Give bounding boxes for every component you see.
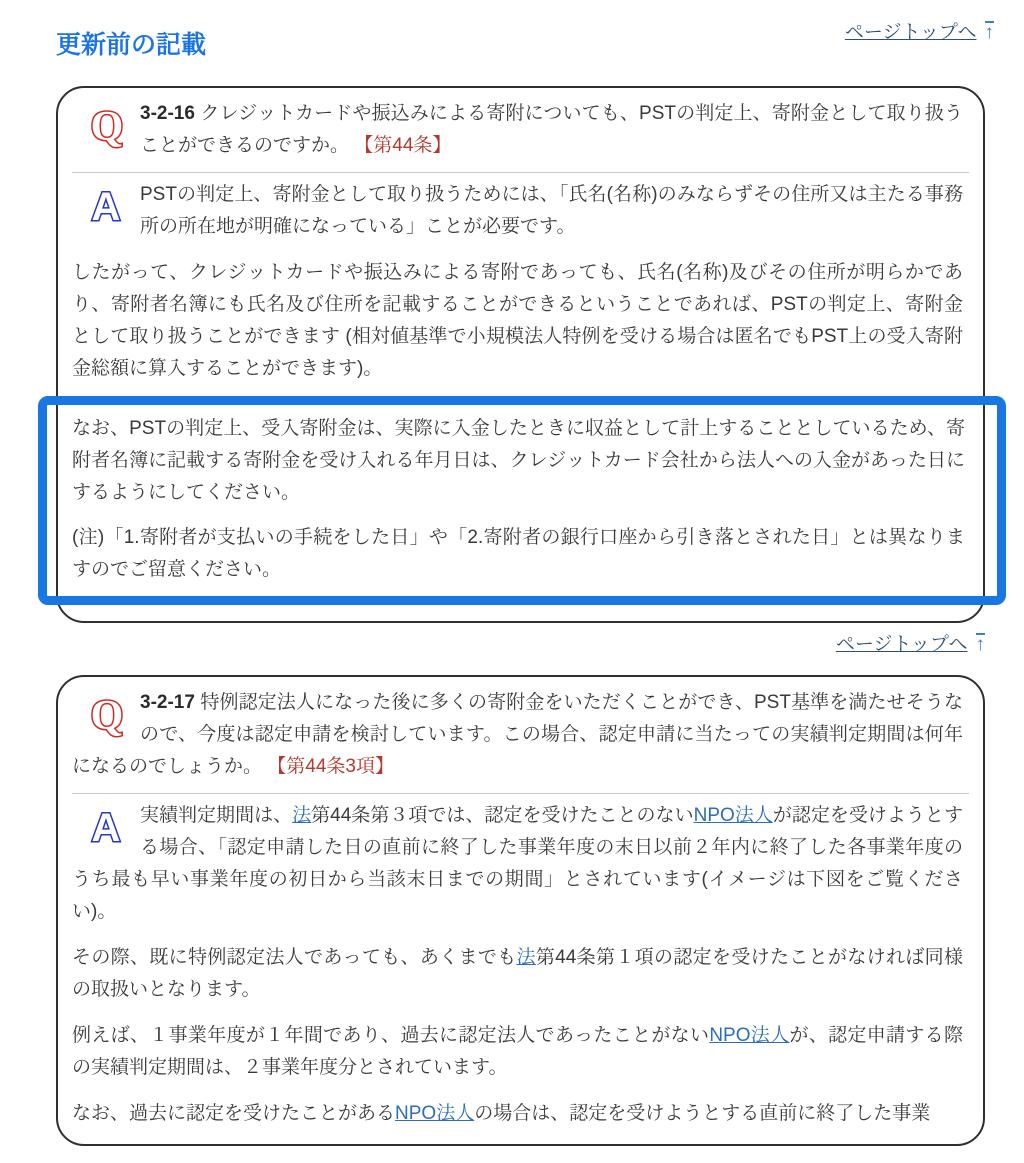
text-segment: なお、過去に認定を受けたことがある [72, 1103, 396, 1124]
answer-paragraph: PSTの判定上、寄附金として取り扱うためには、「氏名(名称)のみならずその住所又は主たる事務所の所在地が明確になっている」ことが必要です。 [140, 184, 963, 237]
text-segment: その際、既に特例認定法人であっても、あくまでも [72, 947, 517, 968]
question-body: 特例認定法人になった後に多くの寄附金をいただくことができ、PST基準を満たせそうなので、今度は認定申請を検討しています。この場合、認定申請に当たっての実績判定期間は何年になるのでしょうか。 [72, 692, 963, 777]
highlighted-paragraph: なお、PSTの判定上、受入寄附金は、実際に入金したときに収益として計上することとしているため、寄附者名簿に記載する寄附金を受け入れる年月日は、クレジットカード会社から法人への入金があった日にするようにしてください。 [72, 418, 965, 503]
page-top-row [0, 629, 985, 655]
inline-link[interactable]: 法 [292, 805, 312, 826]
answer-paragraph [72, 942, 963, 1006]
svg-text:Q: Q [90, 693, 124, 738]
text-segment: が認定を受けようとする場合、「認定申請した日の直前に終了した事業年度の末日以前２年内に終了した各事業年度のうち最も早い事業年度の初日から当該末日までの期間」とされています(イメージは下図をご覧ください)。 [72, 805, 963, 922]
answer-section [72, 173, 963, 607]
text-segment: 実績判定期間は、 [140, 805, 293, 826]
question-body: クレジットカードや振込みによる寄附についても、PSTの判定上、寄附金として取り扱うことができるのですか。 [140, 103, 964, 156]
page-top-link-cut[interactable] [845, 17, 994, 44]
answer-section [72, 794, 963, 1130]
page-top-link[interactable] [836, 634, 985, 655]
answer-paragraph: したがって、クレジットカードや振込みによる寄附であっても、氏名(名称)及びその住所が明らかであり、寄附者名簿にも氏名及び住所を記載することができるということであれば、PSTの判定上、寄附金として取り扱うことができます (相対値基準で小規模法人特例を受ける場合は匿名でもPST上の受入寄附金総額に算入することができます)。 [72, 262, 963, 379]
arrow-up-to-bar-icon: ↑ [975, 634, 985, 655]
answer-paragraph [72, 1098, 963, 1130]
qa-card-3-2-16 [56, 86, 985, 623]
answer-icon [86, 184, 128, 230]
highlighted-note-paragraph: (注)「1.寄附者が支払いの手続をした日」や「2.寄附者の銀行口座から引き落とされた日」とは異なりますのでご留意ください。 [72, 527, 965, 580]
inline-link[interactable]: NPO法人 [395, 1103, 475, 1124]
answer-icon [86, 805, 128, 851]
inline-link[interactable]: NPO法人 [709, 1025, 790, 1046]
question-number: 3-2-16 [140, 103, 195, 124]
arrow-up-to-bar-icon: ↑ [984, 22, 994, 43]
text-segment: の場合は、認定を受けようとする直前に終了した事業 [474, 1103, 931, 1124]
text-segment: 第44条第３項では、認定を受けたことのない [311, 805, 694, 826]
page-title: 更新前の記載 [56, 31, 207, 59]
page-top-link-label: ページトップへ [844, 22, 977, 43]
answer-paragraph [72, 800, 963, 928]
text-segment: が、認定申請する際の実績判定期間は、２事業年度分とされています。 [72, 1025, 963, 1078]
question-text [72, 98, 963, 162]
svg-text:A: A [91, 185, 121, 228]
question-number: 3-2-17 [140, 692, 195, 713]
question-section [72, 90, 963, 166]
inline-link[interactable]: 法 [516, 947, 536, 968]
text-segment: 第44条第１項の認定を受けたことがなければ同様の取扱いとなります。 [72, 947, 963, 1000]
question-text [72, 687, 963, 783]
svg-text:Q: Q [90, 104, 124, 149]
text-segment: 例えば、１事業年度が１年間であり、過去に認定法人であったことがない [72, 1025, 710, 1046]
question-icon [86, 692, 128, 738]
question-section [72, 679, 963, 787]
law-reference: 【第44条3項】 [267, 756, 394, 777]
answer-paragraph [72, 1020, 963, 1084]
inline-link[interactable]: NPO法人 [693, 805, 773, 826]
page-top-link-label: ページトップへ [835, 634, 968, 655]
svg-text:A: A [91, 806, 121, 849]
qa-card-3-2-17 [56, 675, 985, 1146]
question-icon [86, 103, 128, 149]
law-reference: 【第44条】 [354, 135, 452, 156]
faq-page [0, 22, 1024, 1163]
highlight-annotation-box [38, 396, 1006, 605]
